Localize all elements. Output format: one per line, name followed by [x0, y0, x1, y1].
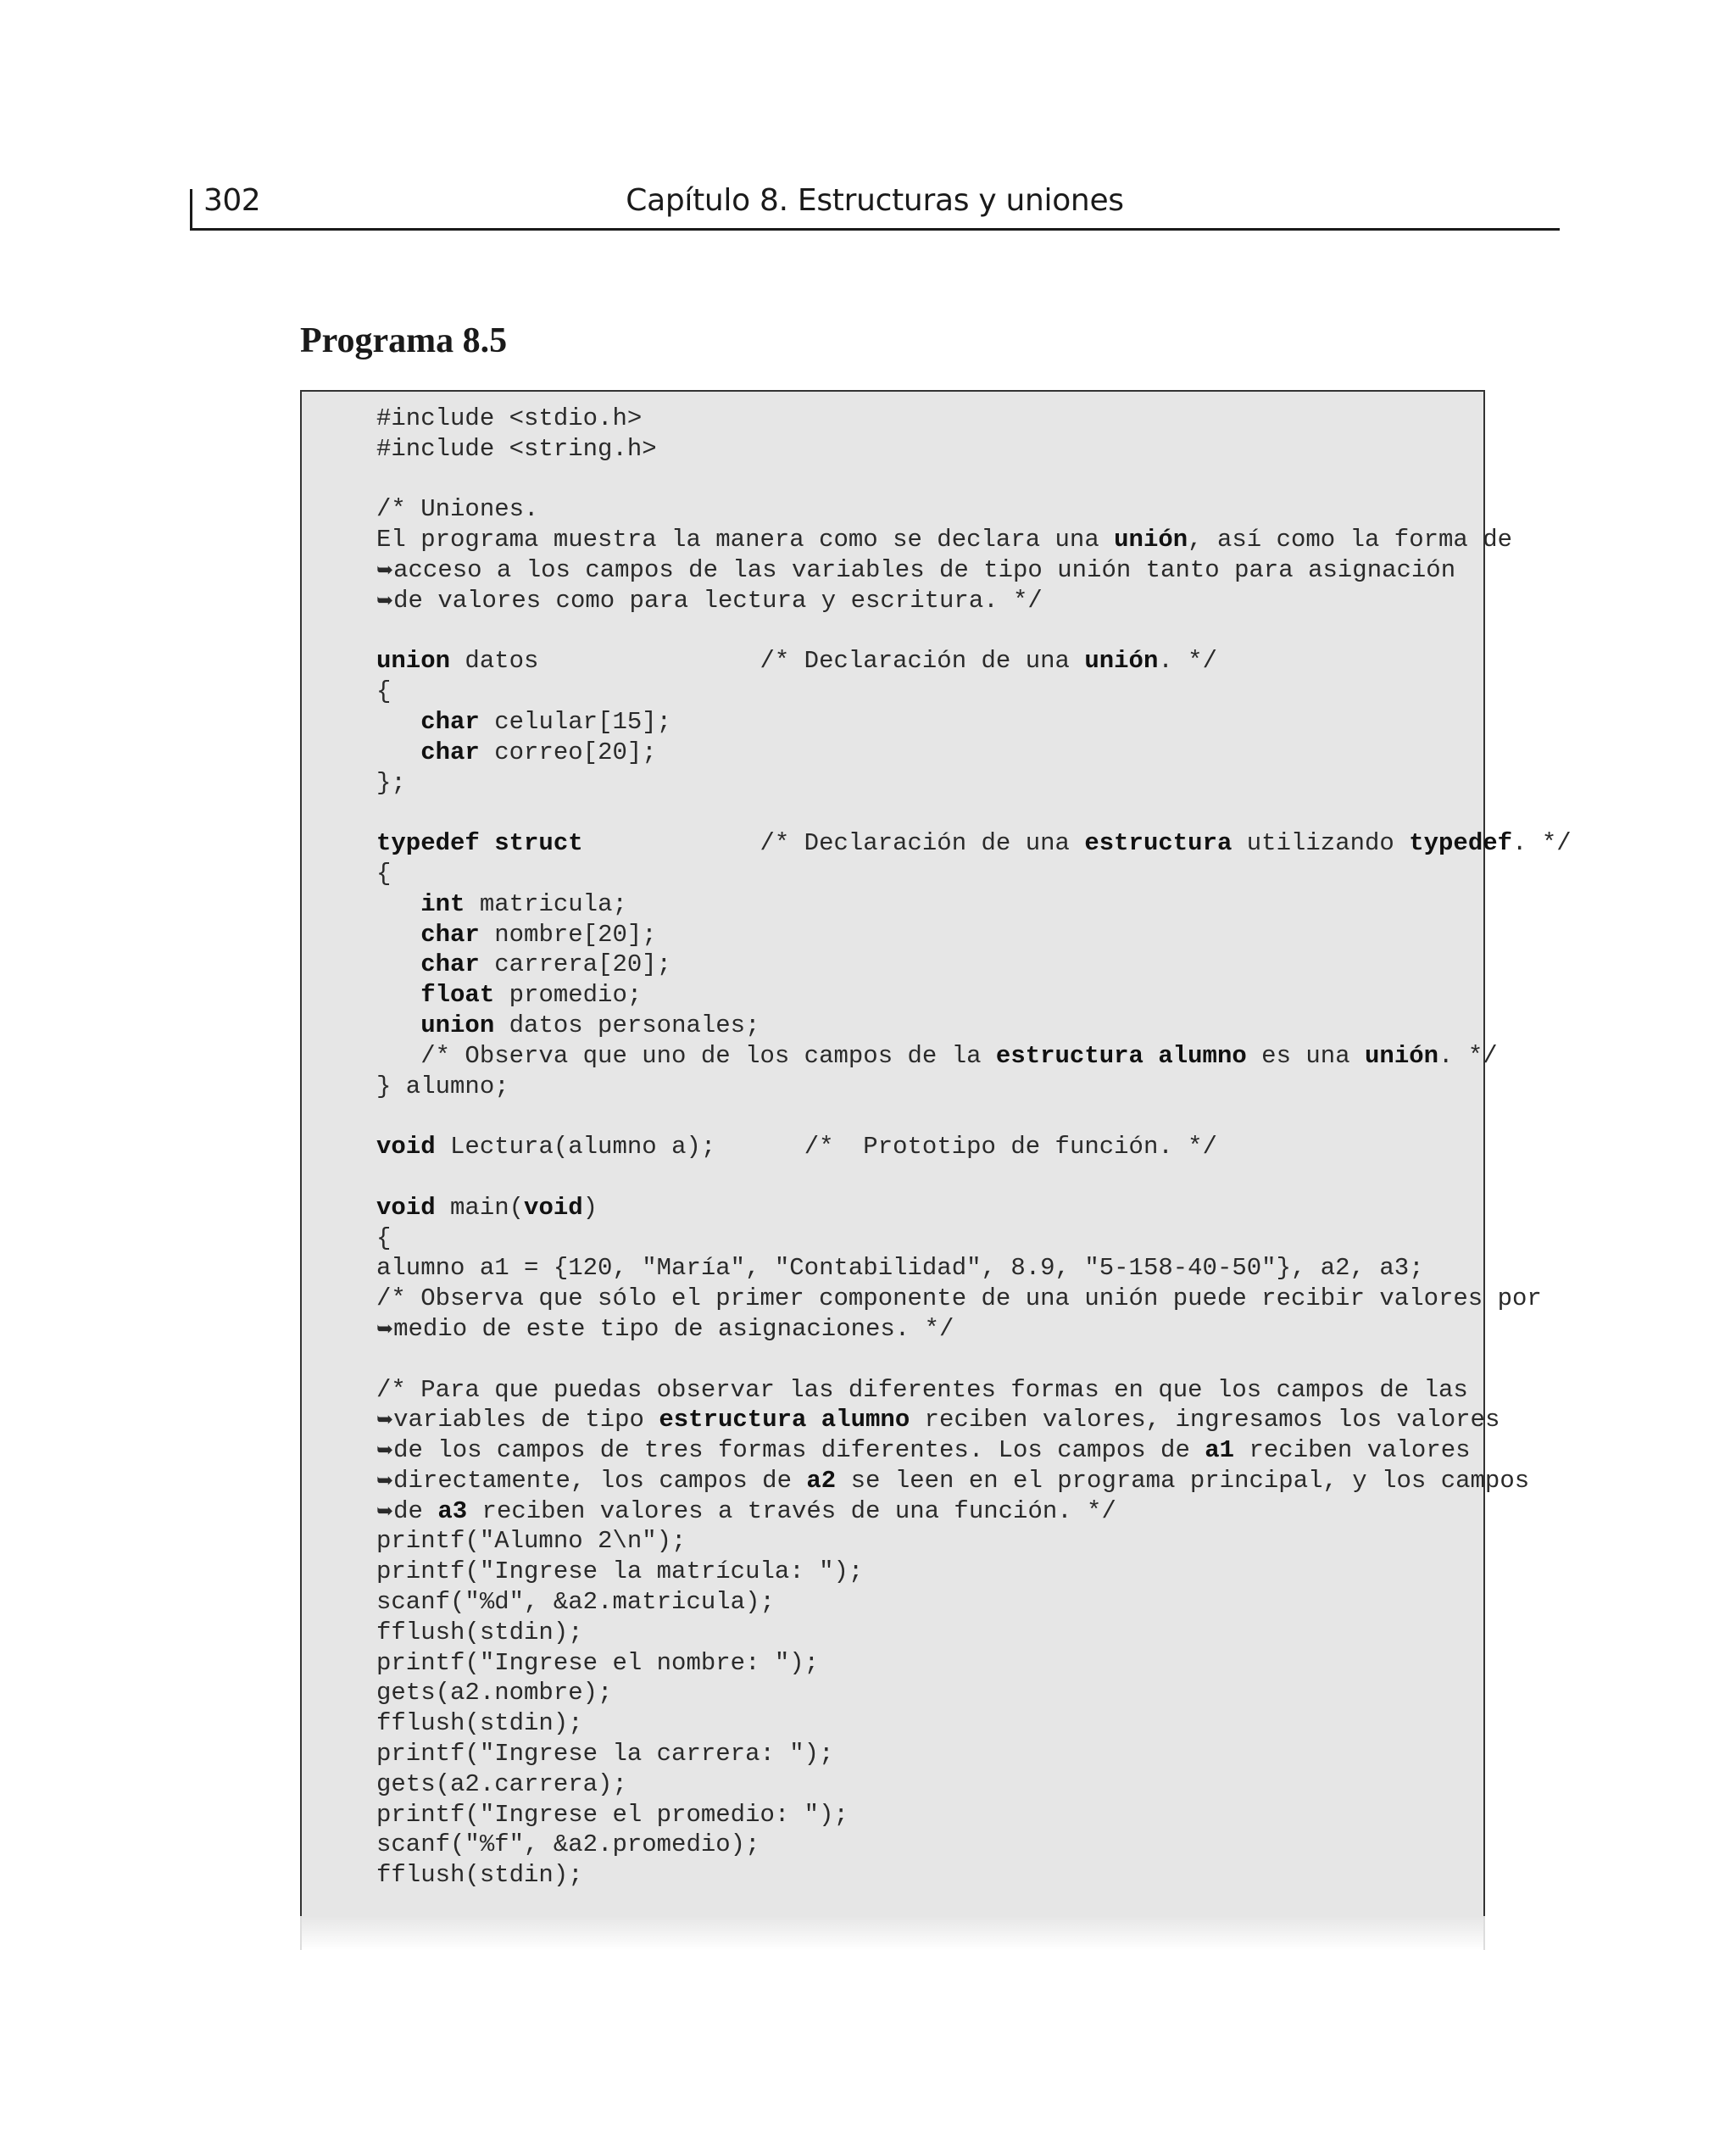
code-keyword: estructura alumno — [995, 1041, 1247, 1070]
code-line — [376, 1284, 1572, 1314]
code-keyword: char — [420, 920, 480, 949]
code-line — [376, 1526, 1572, 1557]
code-keyword: estructura alumno — [659, 1406, 910, 1435]
code-line — [376, 616, 1572, 647]
code-text: directamente, los campos de — [393, 1466, 807, 1495]
code-text — [376, 708, 420, 736]
code-line — [376, 1496, 1572, 1527]
code-text: . */ — [1512, 829, 1572, 858]
code-line — [376, 1557, 1572, 1587]
code-line — [376, 1132, 1572, 1162]
code-text: de los campos de tres formas diferentes. Los campos de — [393, 1436, 1205, 1465]
code-keyword: estructura — [1084, 829, 1232, 858]
code-listing-box — [300, 390, 1572, 1916]
code-keyword: char — [420, 950, 480, 979]
code-text: reciben valores — [1234, 1436, 1471, 1465]
code-text: fflush(stdin); — [376, 1709, 583, 1738]
continuation-arrow-icon: ➥ — [376, 1468, 394, 1492]
code-text — [376, 738, 420, 766]
code-text: printf("Ingrese el nombre: "); — [376, 1648, 820, 1677]
code-line — [376, 1405, 1572, 1435]
code-line — [376, 950, 1572, 980]
code-text: } alumno; — [376, 1072, 509, 1100]
code-text: fflush(stdin); — [376, 1618, 583, 1646]
code-keyword: a3 — [437, 1496, 468, 1525]
code-keyword: union — [420, 1011, 495, 1039]
code-line — [376, 1314, 1572, 1345]
code-text: scanf("%d", &a2.matricula); — [376, 1588, 775, 1617]
code-text: #include <string.h> — [376, 434, 657, 463]
code-text: celular[15]; — [479, 707, 672, 736]
code-line — [376, 1072, 1572, 1102]
code-keyword: a1 — [1205, 1436, 1235, 1465]
code-keyword: void — [376, 1193, 436, 1222]
code-text: variables de tipo — [393, 1406, 659, 1435]
code-text: , así como la forma de — [1188, 526, 1513, 554]
code-line — [376, 738, 1572, 768]
code-text: printf("Ingrese la matrícula: "); — [376, 1557, 864, 1586]
code-text: de valores como para lectura y escritura. */ — [393, 586, 1043, 615]
code-text: promedio; — [494, 981, 643, 1010]
continuation-arrow-icon: ➥ — [376, 1438, 394, 1462]
code-line — [376, 980, 1572, 1011]
code-line — [376, 1678, 1572, 1708]
code-keyword: typedef — [1409, 829, 1513, 858]
code-text: { — [376, 677, 392, 706]
code-keyword: char — [420, 707, 480, 736]
code-keyword: unión — [1365, 1041, 1439, 1070]
code-line — [376, 1041, 1572, 1072]
code-text: utilizando — [1232, 829, 1410, 858]
code-line — [376, 828, 1572, 859]
code-text: printf("Alumno 2\n"); — [376, 1527, 687, 1556]
code-text: acceso a los campos de las variables de tipo unión tanto para asignación — [393, 555, 1456, 584]
code-text: correo[20]; — [479, 738, 657, 766]
code-text: gets(a2.carrera); — [376, 1769, 627, 1798]
code-line — [376, 1011, 1572, 1041]
code-keyword: void — [524, 1193, 583, 1222]
code-line — [376, 1375, 1572, 1406]
code-line — [376, 1769, 1572, 1800]
code-line — [376, 889, 1572, 920]
code-line — [376, 404, 1572, 434]
code-text: }; — [376, 768, 406, 797]
code-text — [376, 1011, 420, 1039]
code-listing-fade — [300, 1916, 1485, 1950]
code-text: alumno a1 = {120, "María", "Contabilidad", 8.9, "5-158-40-50"}, a2, a3; — [376, 1254, 1424, 1283]
code-text: printf("Ingrese la carrera: "); — [376, 1740, 834, 1769]
code-text: ) — [582, 1193, 598, 1222]
code-line — [376, 1860, 1572, 1891]
code-text: datos /* Declaración de una — [450, 647, 1085, 676]
code-keyword: a2 — [806, 1466, 837, 1495]
code-text: es una — [1246, 1041, 1366, 1070]
code-line — [376, 1830, 1572, 1860]
code-line — [376, 1345, 1572, 1375]
code-text: /* Declaración de una — [582, 829, 1085, 858]
code-text: scanf("%f", &a2.promedio); — [376, 1830, 760, 1859]
code-keyword: char — [420, 738, 480, 766]
code-listing — [376, 404, 1572, 1891]
code-line — [376, 1162, 1572, 1193]
code-text: se leen en el programa principal, y los campos — [836, 1466, 1530, 1495]
code-text: nombre[20]; — [479, 920, 657, 949]
code-text: /* Observa que uno de los campos de la — [376, 1041, 996, 1070]
code-text: main( — [435, 1193, 525, 1222]
code-line — [376, 1618, 1572, 1648]
code-text — [376, 950, 420, 978]
code-keyword: float — [420, 981, 495, 1010]
page-header — [190, 174, 1560, 231]
code-keyword: union — [376, 647, 451, 676]
code-line — [376, 859, 1572, 889]
code-text: medio de este tipo de asignaciones. */ — [393, 1314, 954, 1343]
code-text: fflush(stdin); — [376, 1861, 583, 1890]
code-text: /* Uniones. — [376, 495, 539, 524]
code-text: gets(a2.nombre); — [376, 1679, 613, 1708]
continuation-arrow-icon: ➥ — [376, 557, 394, 582]
code-line — [376, 1253, 1572, 1284]
code-keyword: int — [420, 889, 465, 918]
code-line — [376, 555, 1572, 586]
code-line — [376, 1739, 1572, 1769]
code-line — [376, 1587, 1572, 1618]
code-text: { — [376, 1223, 392, 1252]
code-text — [376, 890, 420, 918]
code-text: reciben valores, ingresamos los valores — [910, 1406, 1500, 1435]
continuation-arrow-icon: ➥ — [376, 1316, 394, 1340]
code-line — [376, 494, 1572, 525]
code-text: #include <stdio.h> — [376, 404, 643, 432]
continuation-arrow-icon: ➥ — [376, 1407, 394, 1432]
code-text: /* Observa que sólo el primer componente de una unión puede recibir valores por — [376, 1284, 1542, 1313]
code-keyword: typedef struct — [376, 829, 583, 858]
code-text — [376, 921, 420, 949]
code-text: . */ — [1158, 647, 1217, 676]
continuation-arrow-icon: ➥ — [376, 588, 394, 612]
code-keyword: void — [376, 1133, 436, 1162]
continuation-arrow-icon: ➥ — [376, 1498, 394, 1523]
program-title: Programa 8.5 — [300, 321, 508, 360]
code-line — [376, 1193, 1572, 1223]
code-line — [376, 586, 1572, 616]
page-number: 302 — [203, 183, 261, 218]
code-text: carrera[20]; — [479, 950, 672, 979]
code-text: matricula; — [465, 889, 627, 918]
code-text: El programa muestra la manera como se declara una — [376, 526, 1115, 554]
code-line — [376, 1101, 1572, 1132]
code-line — [376, 1466, 1572, 1496]
code-text: reciben valores a través de una función. */ — [467, 1496, 1116, 1525]
code-text: { — [376, 859, 392, 888]
code-line — [376, 1648, 1572, 1679]
code-line — [376, 1800, 1572, 1830]
code-text: printf("Ingrese el promedio: "); — [376, 1800, 849, 1829]
code-text — [376, 981, 420, 1009]
code-line — [376, 920, 1572, 950]
code-line — [376, 1223, 1572, 1254]
code-line — [376, 768, 1572, 799]
code-line — [376, 677, 1572, 707]
code-text: de — [393, 1496, 438, 1525]
code-line — [376, 798, 1572, 828]
code-line — [376, 646, 1572, 677]
code-line — [376, 707, 1572, 738]
code-text: . */ — [1438, 1041, 1498, 1070]
code-line — [376, 525, 1572, 555]
code-keyword: unión — [1084, 647, 1159, 676]
chapter-title: Capítulo 8. Estructuras y uniones — [626, 183, 1124, 218]
code-text: /* Para que puedas observar las diferentes formas en que los campos de las — [376, 1375, 1468, 1404]
code-keyword: unión — [1114, 526, 1188, 554]
code-line — [376, 465, 1572, 495]
code-text: datos personales; — [494, 1011, 760, 1039]
code-line — [376, 434, 1572, 465]
code-text: Lectura(alumno a); /* Prototipo de función. */ — [435, 1133, 1217, 1162]
code-line — [376, 1708, 1572, 1739]
code-line — [376, 1435, 1572, 1466]
